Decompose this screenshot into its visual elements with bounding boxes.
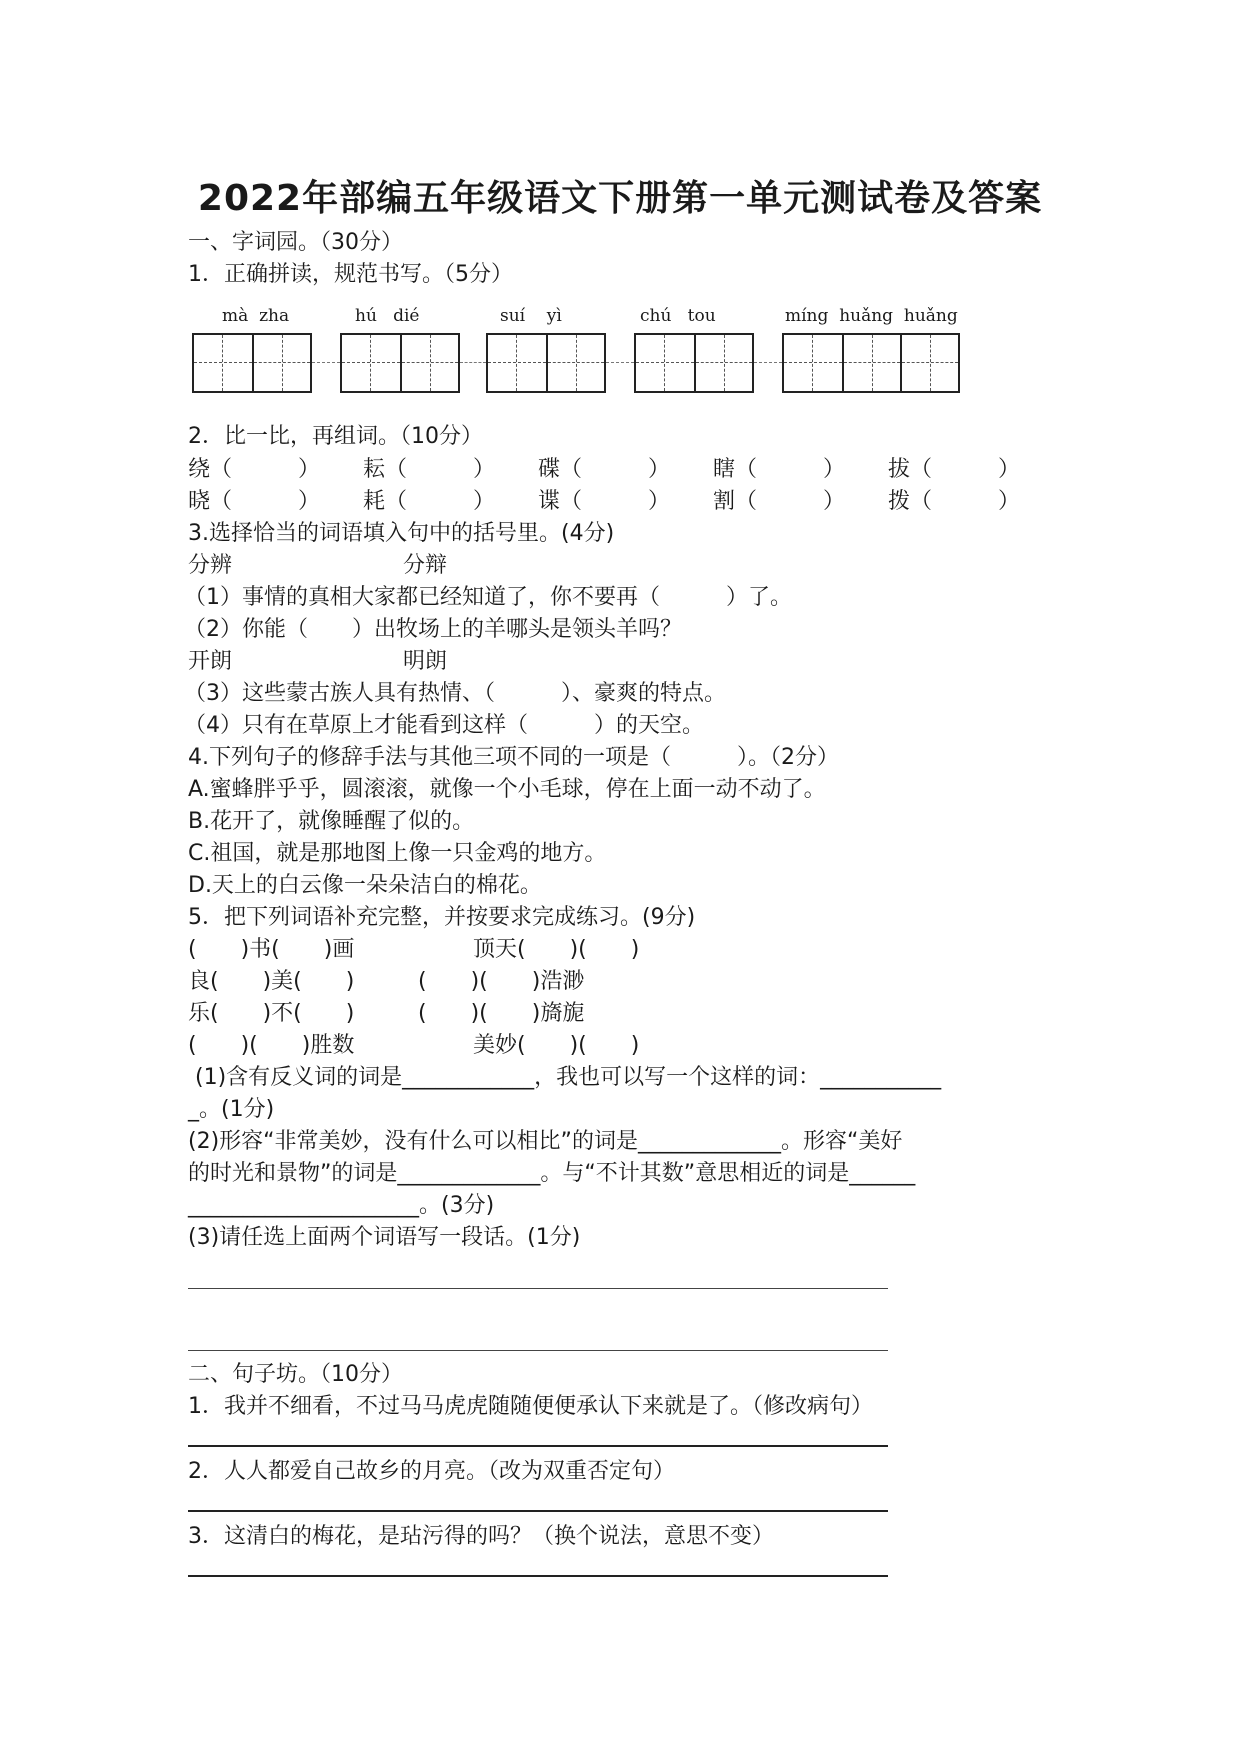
- q3-choices-2: [188, 647, 788, 677]
- grid-cell[interactable]: [842, 335, 900, 391]
- answer-line[interactable]: [188, 1445, 888, 1447]
- q2-label: 2．比一比，再组词。（10分）: [188, 424, 483, 449]
- q4-option-d: D.天上的白云像一朵朵洁白的棉花。: [188, 873, 542, 898]
- part2-q3: 3．这清白的梅花，是玷污得的吗？（换个说法，意思不变）: [188, 1524, 774, 1549]
- compare-item: 割（ ）: [713, 489, 846, 514]
- choice-word: 分辩: [403, 553, 448, 578]
- grid-cell[interactable]: [252, 335, 310, 391]
- q3-sentence-2: （2）你能（ ）出牧场上的羊哪头是领头羊吗？: [184, 617, 682, 642]
- q4-label: 4.下列句子的修辞手法与其他三项不同的一项是（ ）。（2分）: [188, 745, 839, 770]
- compare-item: 晓（ ）: [188, 489, 321, 514]
- grid-connector: [460, 362, 486, 363]
- writing-grid-2[interactable]: [340, 333, 460, 393]
- pinyin-2: hú dié: [355, 306, 420, 326]
- compare-item: 耘（ ）: [363, 457, 496, 482]
- pinyin-4: chú tou: [640, 306, 716, 326]
- writing-grid-1[interactable]: [192, 333, 312, 393]
- q3-sentence-3: （3）这些蒙古族人具有热情、（ ）、豪爽的特点。: [184, 681, 726, 706]
- q5-part2-line3: _____________________。(3分): [188, 1193, 495, 1218]
- q4-option-b: B.花开了，就像睡醒了似的。: [188, 809, 475, 834]
- compare-item: 绕（ ）: [188, 457, 321, 482]
- q5-row-4: [188, 1031, 888, 1061]
- compare-item: 碟（ ）: [538, 457, 671, 482]
- choice-word: 明朗: [403, 649, 448, 674]
- q5-part2-line2: 的时光和景物”的词是_____________。与“不计其数”意思相近的词是______: [188, 1161, 916, 1186]
- grid-cell[interactable]: [546, 335, 604, 391]
- compare-item: 谍（ ）: [538, 489, 671, 514]
- answer-line[interactable]: [188, 1510, 888, 1512]
- q5-row-3: [188, 999, 888, 1029]
- q5-row-2: [188, 967, 888, 997]
- writing-grid-3[interactable]: [486, 333, 606, 393]
- grid-cell[interactable]: [342, 335, 400, 391]
- compare-item: 瞎（ ）: [713, 457, 846, 482]
- pinyin-5: míng huǎng huǎng: [785, 306, 958, 326]
- q5-part3: (3)请任选上面两个词语写一段话。(1分): [188, 1225, 581, 1250]
- grid-connector: [754, 362, 782, 363]
- idiom-blank: 美妙( )( ): [473, 1033, 640, 1058]
- writing-grid-5[interactable]: [782, 333, 960, 393]
- q3-choices-1: [188, 551, 788, 581]
- q3-label: 3.选择恰当的词语填入句中的括号里。(4分): [188, 521, 615, 546]
- grid-cell[interactable]: [784, 335, 842, 391]
- answer-line[interactable]: [188, 1288, 888, 1289]
- choice-word: 开朗: [188, 649, 233, 674]
- answer-line[interactable]: [188, 1350, 888, 1351]
- grid-cell[interactable]: [636, 335, 694, 391]
- q5-part1-line1: (1)含有反义词的词是____________，我也可以写一个这样的词：___________: [188, 1065, 942, 1090]
- choice-word: 分辨: [188, 553, 233, 578]
- grid-cell[interactable]: [694, 335, 752, 391]
- writing-grid-4[interactable]: [634, 333, 754, 393]
- idiom-blank: ( )( )浩渺: [418, 969, 585, 994]
- q3-sentence-4: （4）只有在草原上才能看到这样（ ）的天空。: [184, 713, 704, 738]
- q1-label: 1．正确拼读，规范书写。（5分）: [188, 262, 513, 287]
- grid-cell[interactable]: [194, 335, 252, 391]
- idiom-blank: 乐( )不( ): [188, 1001, 355, 1026]
- idiom-blank: ( )( )旖旎: [418, 1001, 585, 1026]
- q4-option-c: C.祖国，就是那地图上像一只金鸡的地方。: [188, 841, 607, 866]
- grid-cell[interactable]: [900, 335, 958, 391]
- compare-item: 拨（ ）: [888, 489, 1021, 514]
- q3-sentence-1: （1）事情的真相大家都已经知道了，你不要再（ ）了。: [184, 585, 792, 610]
- idiom-blank: 良( )美( ): [188, 969, 355, 994]
- idiom-blank: ( )书( )画: [188, 937, 355, 962]
- answer-line[interactable]: [188, 1575, 888, 1577]
- q2-row-1: [188, 455, 1048, 485]
- q4-option-a: A.蜜蜂胖乎乎，圆滚滚，就像一个小毛球，停在上面一动不动了。: [188, 777, 826, 802]
- grid-connector: [312, 362, 340, 363]
- part1-heading: 一、字词园。（30分）: [188, 230, 403, 255]
- grid-cell[interactable]: [488, 335, 546, 391]
- grid-connector: [606, 362, 634, 363]
- pinyin-3: suí yì: [500, 306, 562, 326]
- q2-row-2: [188, 487, 1048, 517]
- part2-q2: 2．人人都爱自己故乡的月亮。（改为双重否定句）: [188, 1459, 675, 1484]
- part2-q1: 1．我并不细看，不过马马虎虎随随便便承认下来就是了。（修改病句）: [188, 1394, 873, 1419]
- q5-row-1: [188, 935, 888, 965]
- compare-item: 耗（ ）: [363, 489, 496, 514]
- page-title: 2022年部编五年级语文下册第一单元测试卷及答案: [197, 178, 1043, 219]
- q5-part2-line1: (2)形容“非常美妙，没有什么可以相比”的词是_____________。形容“美好: [188, 1129, 903, 1154]
- q5-part1-line2: _。(1分): [188, 1097, 275, 1122]
- compare-item: 拔（ ）: [888, 457, 1021, 482]
- pinyin-1: mà zha: [222, 306, 290, 326]
- part2-heading: 二、句子坊。（10分）: [188, 1362, 403, 1387]
- grid-cell[interactable]: [400, 335, 458, 391]
- q5-label: 5．把下列词语补充完整，并按要求完成练习。(9分): [188, 905, 696, 930]
- idiom-blank: ( )( )胜数: [188, 1033, 355, 1058]
- idiom-blank: 顶天( )( ): [473, 937, 640, 962]
